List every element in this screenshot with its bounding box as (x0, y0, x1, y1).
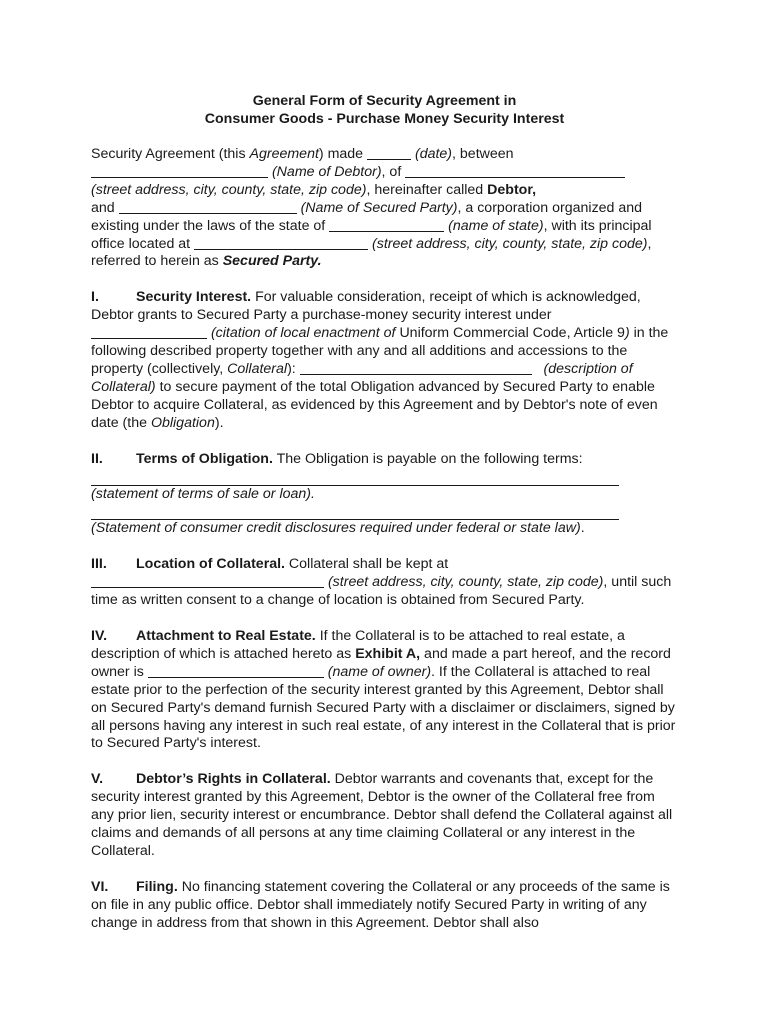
debtor-name-blank[interactable] (91, 164, 268, 178)
state-blank[interactable] (329, 218, 444, 232)
secured-party-name-blank[interactable] (119, 200, 297, 214)
secured-party-address-blank[interactable] (194, 236, 368, 250)
intro-paragraph: Security Agreement (this Agreement) made (date), between (Name of Debtor), of (street address, city, county, state, zip code), hereinafter called Debtor, and (Name of Secured Party), a corporation organized and existing under the laws of the state of (name of state), with its principal office located at (street address, city, county, state, zip code), referred to herein as Secured Party. (91, 146, 652, 270)
credit-disclosure-line[interactable] (91, 507, 619, 520)
section-security-interest: I. Security Interest. For valuable consideration, receipt of which is acknowledged, Debtor grants to Secured Party a purchase-money security interest under (citation of local enactment of Uniform Commercial Code, Article 9) in the following described property together with any and all additions and accessions to the property (collectively, Collateral): (description of Collateral) to secure payment of the total Obligation advanced by Secured Party to enable Debtor to acquire Collateral, as evidenced by this Agreement and by Debtor's note of even date (the Obligation). (91, 289, 669, 431)
collateral-location-blank[interactable] (91, 574, 324, 588)
section-attachment-to-real-estate: IV. Attachment to Real Estate. If the Collateral is to be attached to real estate, a description of which is attached hereto as Exhibit A, and made a part hereof, and the record owner is (name of owner). If the Collateral is attached to real estate prior to the perfection of the security interest granted by this Agreement, Debtor shall on Secured Party's demand furnish Secured Party with a disclaimer or disclaimers, signed by all persons having any interest in such real estate, of any interest in the Collateral that is prior to Secured Party's interest. (91, 628, 676, 752)
debtor-address-blank[interactable] (405, 164, 625, 178)
title-line-1: General Form of Security Agreement in (252, 93, 517, 109)
section-filing: VI. Filing. No financing statement covering the Collateral or any proceeds of the same is on file in any public office. Debtor shall immediately notify Secured Party in writing of any change in address from that shown in this Agreement. Debtor shall also (91, 878, 670, 931)
document-title (91, 92, 678, 128)
section-terms-of-obligation: II. Terms of Obligation. The Obligation is payable on the following terms: (statement of terms of sale or loan). (Statement of consumer credit disclosures required under federal or state law). (91, 451, 678, 539)
owner-name-blank[interactable] (148, 664, 324, 678)
title-line-2: Consumer Goods - Purchase Money Security Interest (204, 111, 565, 127)
section-debtors-rights: V. Debtor’s Rights in Collateral. Debtor warrants and covenants that, except for the security interest granted by this Agreement, Debtor is the owner of the Collateral free from any prior lien, security interest or encumbrance. Debtor shall defend the Collateral against all claims and demands of all persons at any time claiming Collateral or any interest in the Collateral. (91, 771, 673, 859)
ucc-citation-blank[interactable] (91, 325, 207, 339)
date-blank[interactable] (367, 146, 411, 160)
section-location-of-collateral: III. Location of Collateral. Collateral shall be kept at (street address, city, county, state, zip code), until such time as written consent to a change of location is obtained from Secured Party. (91, 556, 672, 609)
collateral-description-blank[interactable] (300, 361, 532, 375)
terms-of-sale-line[interactable] (91, 473, 619, 486)
